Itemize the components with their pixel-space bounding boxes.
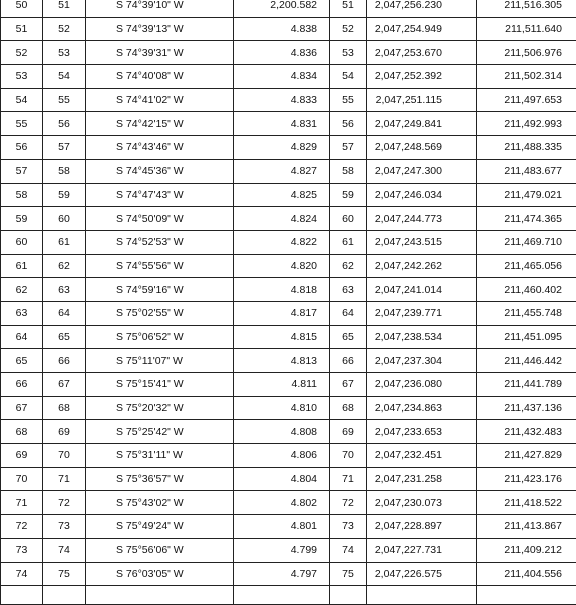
vertex-cell: 59 — [330, 183, 367, 207]
table-row — [1, 444, 576, 468]
northing-y-cell: 2,047,228.897 — [367, 515, 477, 539]
from-station-cell: 66 — [1, 373, 43, 397]
vertex-cell: 61 — [330, 230, 367, 254]
bearing-cell: S 75°31'11" W — [86, 444, 234, 468]
bearing-cell: S 75°25'42" W — [86, 420, 234, 444]
from-station-cell: 65 — [1, 349, 43, 373]
easting-x-cell: 211,404.556 — [477, 562, 576, 586]
to-station-cell: 64 — [43, 301, 86, 325]
from-station-cell: 62 — [1, 278, 43, 302]
from-station-cell: 70 — [1, 467, 43, 491]
table-row — [1, 17, 576, 41]
to-station-cell: 54 — [43, 65, 86, 89]
bearing-cell: S 74°41'02" W — [86, 88, 234, 112]
table-row — [1, 562, 576, 586]
easting-x-cell: 211,483.677 — [477, 159, 576, 183]
bearing-cell: S 74°52'53" W — [86, 230, 234, 254]
vertex-cell: 70 — [330, 444, 367, 468]
easting-x-cell: 211,506.976 — [477, 41, 576, 65]
distance-cell: 4.799 — [234, 538, 330, 562]
table-row — [1, 254, 576, 278]
bearing-cell: S 74°39'10" W — [86, 0, 234, 17]
vertex-cell: 63 — [330, 278, 367, 302]
distance-cell: 4.804 — [234, 467, 330, 491]
distance-cell: 4.810 — [234, 396, 330, 420]
bearing-cell: S 75°02'55" W — [86, 301, 234, 325]
northing-y-cell: 2,047,230.073 — [367, 491, 477, 515]
easting-x-cell: 211,460.402 — [477, 278, 576, 302]
easting-x-cell: 211,492.993 — [477, 112, 576, 136]
easting-x-cell: 211,451.095 — [477, 325, 576, 349]
bearing-cell: S 74°59'16" W — [86, 278, 234, 302]
distance-cell: 4.802 — [234, 491, 330, 515]
easting-x-cell: 211,409.212 — [477, 538, 576, 562]
bearing-cell: S 75°11'07" W — [86, 349, 234, 373]
table-row — [1, 515, 576, 539]
distance-cell: 4.829 — [234, 136, 330, 160]
easting-x-cell: 211,423.176 — [477, 467, 576, 491]
easting-x-cell: 211,418.522 — [477, 491, 576, 515]
from-station-cell: 54 — [1, 88, 43, 112]
to-station-cell: 68 — [43, 396, 86, 420]
vertex-cell: 74 — [330, 538, 367, 562]
to-station-cell: 63 — [43, 278, 86, 302]
northing-y-cell: 2,047,231.258 — [367, 467, 477, 491]
table-row — [1, 467, 576, 491]
from-station-cell: 60 — [1, 230, 43, 254]
table-row — [1, 207, 576, 231]
vertex-cell: 75 — [330, 562, 367, 586]
empty-cell — [1, 586, 43, 605]
table-row — [1, 159, 576, 183]
vertex-cell: 56 — [330, 112, 367, 136]
vertex-cell: 65 — [330, 325, 367, 349]
easting-x-cell: 211,479.021 — [477, 183, 576, 207]
distance-cell: 4.827 — [234, 159, 330, 183]
empty-cell — [477, 586, 576, 605]
bearing-cell: S 75°49'24" W — [86, 515, 234, 539]
distance-cell: 4.797 — [234, 562, 330, 586]
bearing-cell: S 74°43'46" W — [86, 136, 234, 160]
vertex-cell: 68 — [330, 396, 367, 420]
vertex-cell: 52 — [330, 17, 367, 41]
vertex-cell: 58 — [330, 159, 367, 183]
northing-y-cell: 2,047,242.262 — [367, 254, 477, 278]
to-station-cell: 58 — [43, 159, 86, 183]
vertex-cell: 60 — [330, 207, 367, 231]
distance-cell: 4.825 — [234, 183, 330, 207]
northing-y-cell: 2,047,238.534 — [367, 325, 477, 349]
from-station-cell: 69 — [1, 444, 43, 468]
from-station-cell: 64 — [1, 325, 43, 349]
northing-y-cell: 2,047,226.575 — [367, 562, 477, 586]
easting-x-cell: 211,469.710 — [477, 230, 576, 254]
table-row — [1, 396, 576, 420]
distance-cell: 4.820 — [234, 254, 330, 278]
distance-cell: 4.818 — [234, 278, 330, 302]
table-row — [1, 88, 576, 112]
northing-y-cell: 2,047,247.300 — [367, 159, 477, 183]
distance-cell: 4.808 — [234, 420, 330, 444]
to-station-cell: 56 — [43, 112, 86, 136]
distance-cell: 4.831 — [234, 112, 330, 136]
bearing-cell: S 74°42'15" W — [86, 112, 234, 136]
table-row — [1, 301, 576, 325]
from-station-cell: 59 — [1, 207, 43, 231]
northing-y-cell: 2,047,241.014 — [367, 278, 477, 302]
easting-x-cell: 211,488.335 — [477, 136, 576, 160]
to-station-cell: 52 — [43, 17, 86, 41]
to-station-cell: 74 — [43, 538, 86, 562]
easting-x-cell: 211,432.483 — [477, 420, 576, 444]
northing-y-cell: 2,047,236.080 — [367, 373, 477, 397]
from-station-cell: 63 — [1, 301, 43, 325]
vertex-cell: 72 — [330, 491, 367, 515]
table-row — [1, 230, 576, 254]
bearing-cell: S 74°45'36" W — [86, 159, 234, 183]
table-body — [1, 0, 576, 605]
bearing-cell: S 75°06'52" W — [86, 325, 234, 349]
northing-y-cell: 2,047,248.569 — [367, 136, 477, 160]
easting-x-cell: 211,413.867 — [477, 515, 576, 539]
distance-cell: 4.815 — [234, 325, 330, 349]
empty-cell — [330, 586, 367, 605]
table-row — [1, 41, 576, 65]
distance-cell: 4.822 — [234, 230, 330, 254]
from-station-cell: 58 — [1, 183, 43, 207]
northing-y-cell: 2,047,256.230 — [367, 0, 477, 17]
vertex-cell: 67 — [330, 373, 367, 397]
to-station-cell: 59 — [43, 183, 86, 207]
bearing-cell: S 74°39'13" W — [86, 17, 234, 41]
northing-y-cell: 2,047,246.034 — [367, 183, 477, 207]
empty-cell — [43, 586, 86, 605]
to-station-cell: 65 — [43, 325, 86, 349]
to-station-cell: 62 — [43, 254, 86, 278]
to-station-cell: 60 — [43, 207, 86, 231]
to-station-cell: 75 — [43, 562, 86, 586]
bearing-cell: S 74°50'09" W — [86, 207, 234, 231]
from-station-cell: 51 — [1, 17, 43, 41]
northing-y-cell: 2,047,249.841 — [367, 112, 477, 136]
bearing-cell: S 74°55'56" W — [86, 254, 234, 278]
from-station-cell: 68 — [1, 420, 43, 444]
vertex-cell: 55 — [330, 88, 367, 112]
distance-cell: 4.813 — [234, 349, 330, 373]
to-station-cell: 55 — [43, 88, 86, 112]
from-station-cell: 61 — [1, 254, 43, 278]
to-station-cell: 72 — [43, 491, 86, 515]
table-row — [1, 278, 576, 302]
distance-cell: 4.836 — [234, 41, 330, 65]
from-station-cell: 72 — [1, 515, 43, 539]
vertex-cell: 66 — [330, 349, 367, 373]
table-row — [1, 183, 576, 207]
table-row — [1, 373, 576, 397]
distance-cell: 4.817 — [234, 301, 330, 325]
to-station-cell: 51 — [43, 0, 86, 17]
northing-y-cell: 2,047,243.515 — [367, 230, 477, 254]
from-station-cell: 55 — [1, 112, 43, 136]
to-station-cell: 70 — [43, 444, 86, 468]
from-station-cell: 53 — [1, 65, 43, 89]
from-station-cell: 57 — [1, 159, 43, 183]
from-station-cell: 71 — [1, 491, 43, 515]
easting-x-cell: 211,441.789 — [477, 373, 576, 397]
bearing-cell: S 75°56'06" W — [86, 538, 234, 562]
distance-cell: 2,200.582 — [234, 0, 330, 17]
table-row — [1, 112, 576, 136]
distance-cell: 4.801 — [234, 515, 330, 539]
from-station-cell: 52 — [1, 41, 43, 65]
easting-x-cell: 211,437.136 — [477, 396, 576, 420]
northing-y-cell: 2,047,234.863 — [367, 396, 477, 420]
northing-y-cell: 2,047,254.949 — [367, 17, 477, 41]
distance-cell: 4.811 — [234, 373, 330, 397]
to-station-cell: 61 — [43, 230, 86, 254]
vertex-cell: 51 — [330, 0, 367, 17]
bearing-cell: S 74°40'08" W — [86, 65, 234, 89]
table-row — [1, 420, 576, 444]
empty-cell — [234, 586, 330, 605]
bearing-cell: S 75°36'57" W — [86, 467, 234, 491]
easting-x-cell: 211,427.829 — [477, 444, 576, 468]
bearing-cell: S 76°03'05" W — [86, 562, 234, 586]
table-row — [1, 491, 576, 515]
table-row — [1, 65, 576, 89]
vertex-cell: 57 — [330, 136, 367, 160]
to-station-cell: 69 — [43, 420, 86, 444]
to-station-cell: 73 — [43, 515, 86, 539]
bearing-cell: S 74°39'31" W — [86, 41, 234, 65]
to-station-cell: 57 — [43, 136, 86, 160]
northing-y-cell: 2,047,233.653 — [367, 420, 477, 444]
distance-cell: 4.838 — [234, 17, 330, 41]
from-station-cell: 50 — [1, 0, 43, 17]
from-station-cell: 73 — [1, 538, 43, 562]
to-station-cell: 71 — [43, 467, 86, 491]
table-row — [1, 0, 576, 17]
from-station-cell: 56 — [1, 136, 43, 160]
to-station-cell: 67 — [43, 373, 86, 397]
distance-cell: 4.806 — [234, 444, 330, 468]
easting-x-cell: 211,446.442 — [477, 349, 576, 373]
northing-y-cell: 2,047,244.773 — [367, 207, 477, 231]
easting-x-cell: 211,511.640 — [477, 17, 576, 41]
northing-y-cell: 2,047,253.670 — [367, 41, 477, 65]
vertex-cell: 73 — [330, 515, 367, 539]
from-station-cell: 74 — [1, 562, 43, 586]
easting-x-cell: 211,497.653 — [477, 88, 576, 112]
bearing-cell: S 75°43'02" W — [86, 491, 234, 515]
bearing-cell: S 74°47'43" W — [86, 183, 234, 207]
northing-y-cell: 2,047,232.451 — [367, 444, 477, 468]
northing-y-cell: 2,047,227.731 — [367, 538, 477, 562]
easting-x-cell: 211,516.305 — [477, 0, 576, 17]
vertex-cell: 62 — [330, 254, 367, 278]
table-row-cutoff — [1, 586, 576, 605]
northing-y-cell: 2,047,252.392 — [367, 65, 477, 89]
easting-x-cell: 211,455.748 — [477, 301, 576, 325]
vertex-cell: 53 — [330, 41, 367, 65]
easting-x-cell: 211,502.314 — [477, 65, 576, 89]
distance-cell: 4.834 — [234, 65, 330, 89]
vertex-cell: 64 — [330, 301, 367, 325]
to-station-cell: 53 — [43, 41, 86, 65]
bearing-cell: S 75°20'32" W — [86, 396, 234, 420]
vertex-cell: 69 — [330, 420, 367, 444]
to-station-cell: 66 — [43, 349, 86, 373]
table-row — [1, 136, 576, 160]
from-station-cell: 67 — [1, 396, 43, 420]
easting-x-cell: 211,474.365 — [477, 207, 576, 231]
northing-y-cell: 2,047,237.304 — [367, 349, 477, 373]
distance-cell: 4.833 — [234, 88, 330, 112]
easting-x-cell: 211,465.056 — [477, 254, 576, 278]
northing-y-cell: 2,047,239.771 — [367, 301, 477, 325]
vertex-cell: 71 — [330, 467, 367, 491]
bearing-cell: S 75°15'41" W — [86, 373, 234, 397]
table-row — [1, 325, 576, 349]
northing-y-cell: 2,047,251.115 — [367, 88, 477, 112]
table-row — [1, 349, 576, 373]
empty-cell — [86, 586, 234, 605]
vertex-cell: 54 — [330, 65, 367, 89]
empty-cell — [367, 586, 477, 605]
distance-cell: 4.824 — [234, 207, 330, 231]
